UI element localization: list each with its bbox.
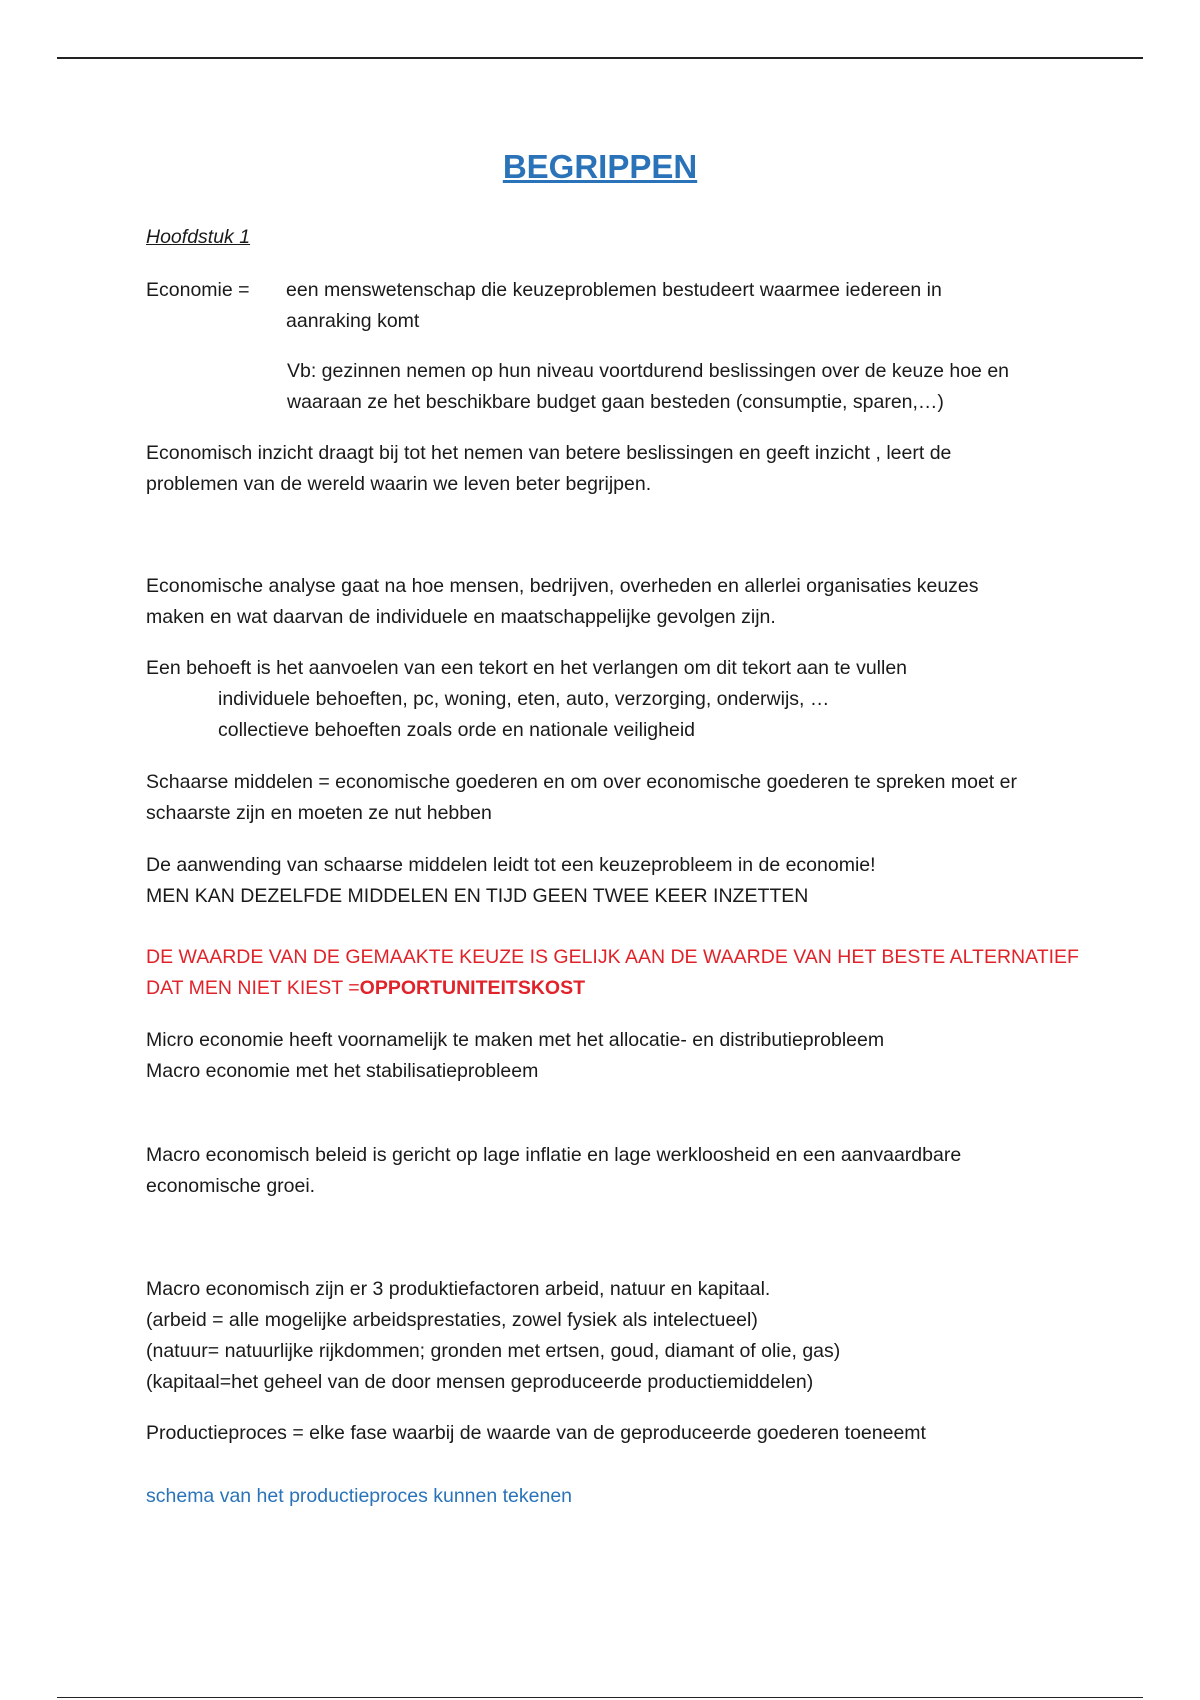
analyse-line-2: maken en wat daarvan de individuele en maatschappelijke gevolgen zijn. (146, 606, 776, 628)
opportuniteitskost-term: OPPORTUNITEITSKOST (359, 977, 586, 999)
economie-example-line-1: Vb: gezinnen nemen op hun niveau voortdurend beslissingen over de keuze hoe en (287, 360, 1010, 382)
economie-example (287, 356, 1009, 418)
analyse-paragraph (146, 571, 979, 633)
footer-rule (57, 1697, 1143, 1698)
micro-line: Micro economie heeft voornamelijk te maken met het allocatie- en distributieprobleem (146, 1029, 885, 1051)
macro-line: Macro economie met het stabilisatieprobleem (146, 1060, 539, 1082)
schaarse-line-2: schaarste zijn en moeten ze nut hebben (146, 802, 492, 824)
behoefte-paragraph (146, 653, 907, 746)
schaarse-paragraph (146, 767, 1017, 829)
opportuniteit-line-2-text: DAT MEN NIET KIEST = (146, 977, 360, 999)
opportuniteit-paragraph (146, 942, 1079, 1004)
behoefte-item-collectief: collectieve behoeften zoals orde en nationale veiligheid (218, 719, 695, 741)
page-title: BEGRIPPEN (502, 148, 698, 185)
economie-example-line-2: waaraan ze het beschikbare budget gaan besteden (consumptie, sparen,…) (287, 391, 944, 413)
beleid-paragraph (146, 1140, 961, 1202)
chapter-heading: Hoofdstuk 1 (146, 226, 251, 248)
factoren-line-kapitaal: (kapitaal=het geheel van de door mensen geproduceerde productiemiddelen) (146, 1371, 814, 1393)
micromacro-paragraph (146, 1025, 884, 1087)
beleid-line-1: Macro economisch beleid is gericht op lage inflatie en lage werkloosheid en een aanvaardbare (146, 1144, 962, 1166)
beleid-line-2: economische groei. (146, 1175, 316, 1197)
economie-definition-line-1: een menswetenschap die keuzeproblemen bestudeert waarmee iedereen in (286, 279, 942, 301)
analyse-line-1: Economische analyse gaat na hoe mensen, bedrijven, overheden en allerlei organisaties keuzes (146, 575, 979, 597)
opportuniteit-line-1: DE WAARDE VAN DE GEMAAKTE KEUZE IS GELIJK AAN DE WAARDE VAN HET BESTE ALTERNATIEF (146, 946, 1079, 968)
productieproces-paragraph: Productieproces = elke fase waarbij de waarde van de geproduceerde goederen toeneemt (146, 1422, 926, 1444)
factoren-line-natuur: (natuur= natuurlijke rijkdommen; gronden met ertsen, goud, diamant of olie, gas) (146, 1340, 841, 1362)
factoren-paragraph (146, 1274, 840, 1398)
schaarse-line-1: Schaarse middelen = economische goederen en om over economische goederen te spreken moet er (146, 771, 1017, 793)
aanwending-line-1: De aanwending van schaarse middelen leidt tot een keuzeprobleem in de economie! (146, 854, 876, 876)
aanwending-line-2: MEN KAN DEZELFDE MIDDELEN EN TIJD GEEN TWEE KEER INZETTEN (146, 885, 809, 907)
header-rule (57, 57, 1143, 59)
aanwending-paragraph (146, 850, 876, 912)
behoefte-item-individueel: individuele behoeften, pc, woning, eten, auto, verzorging, onderwijs, … (218, 688, 830, 710)
inzicht-line-2: problemen van de wereld waarin we leven beter begrijpen. (146, 473, 652, 495)
economie-definition (286, 275, 942, 337)
inzicht-paragraph (146, 438, 951, 500)
economie-term: Economie = (146, 279, 250, 301)
factoren-line-arbeid: (arbeid = alle mogelijke arbeidsprestaties, zowel fysiek als intelectueel) (146, 1309, 758, 1331)
factoren-line-1: Macro economisch zijn er 3 produktiefactoren arbeid, natuur en kapitaal. (146, 1278, 771, 1300)
opportuniteit-line-2 (146, 973, 1079, 1004)
inzicht-line-1: Economisch inzicht draagt bij tot het nemen van betere beslissingen en geeft inzicht , leert de (146, 442, 952, 464)
schema-note: schema van het productieproces kunnen tekenen (146, 1485, 573, 1507)
behoefte-line: Een behoeft is het aanvoelen van een tekort en het verlangen om dit tekort aan te vullen (146, 657, 908, 679)
economie-definition-line-2: aanraking komt (286, 310, 420, 332)
